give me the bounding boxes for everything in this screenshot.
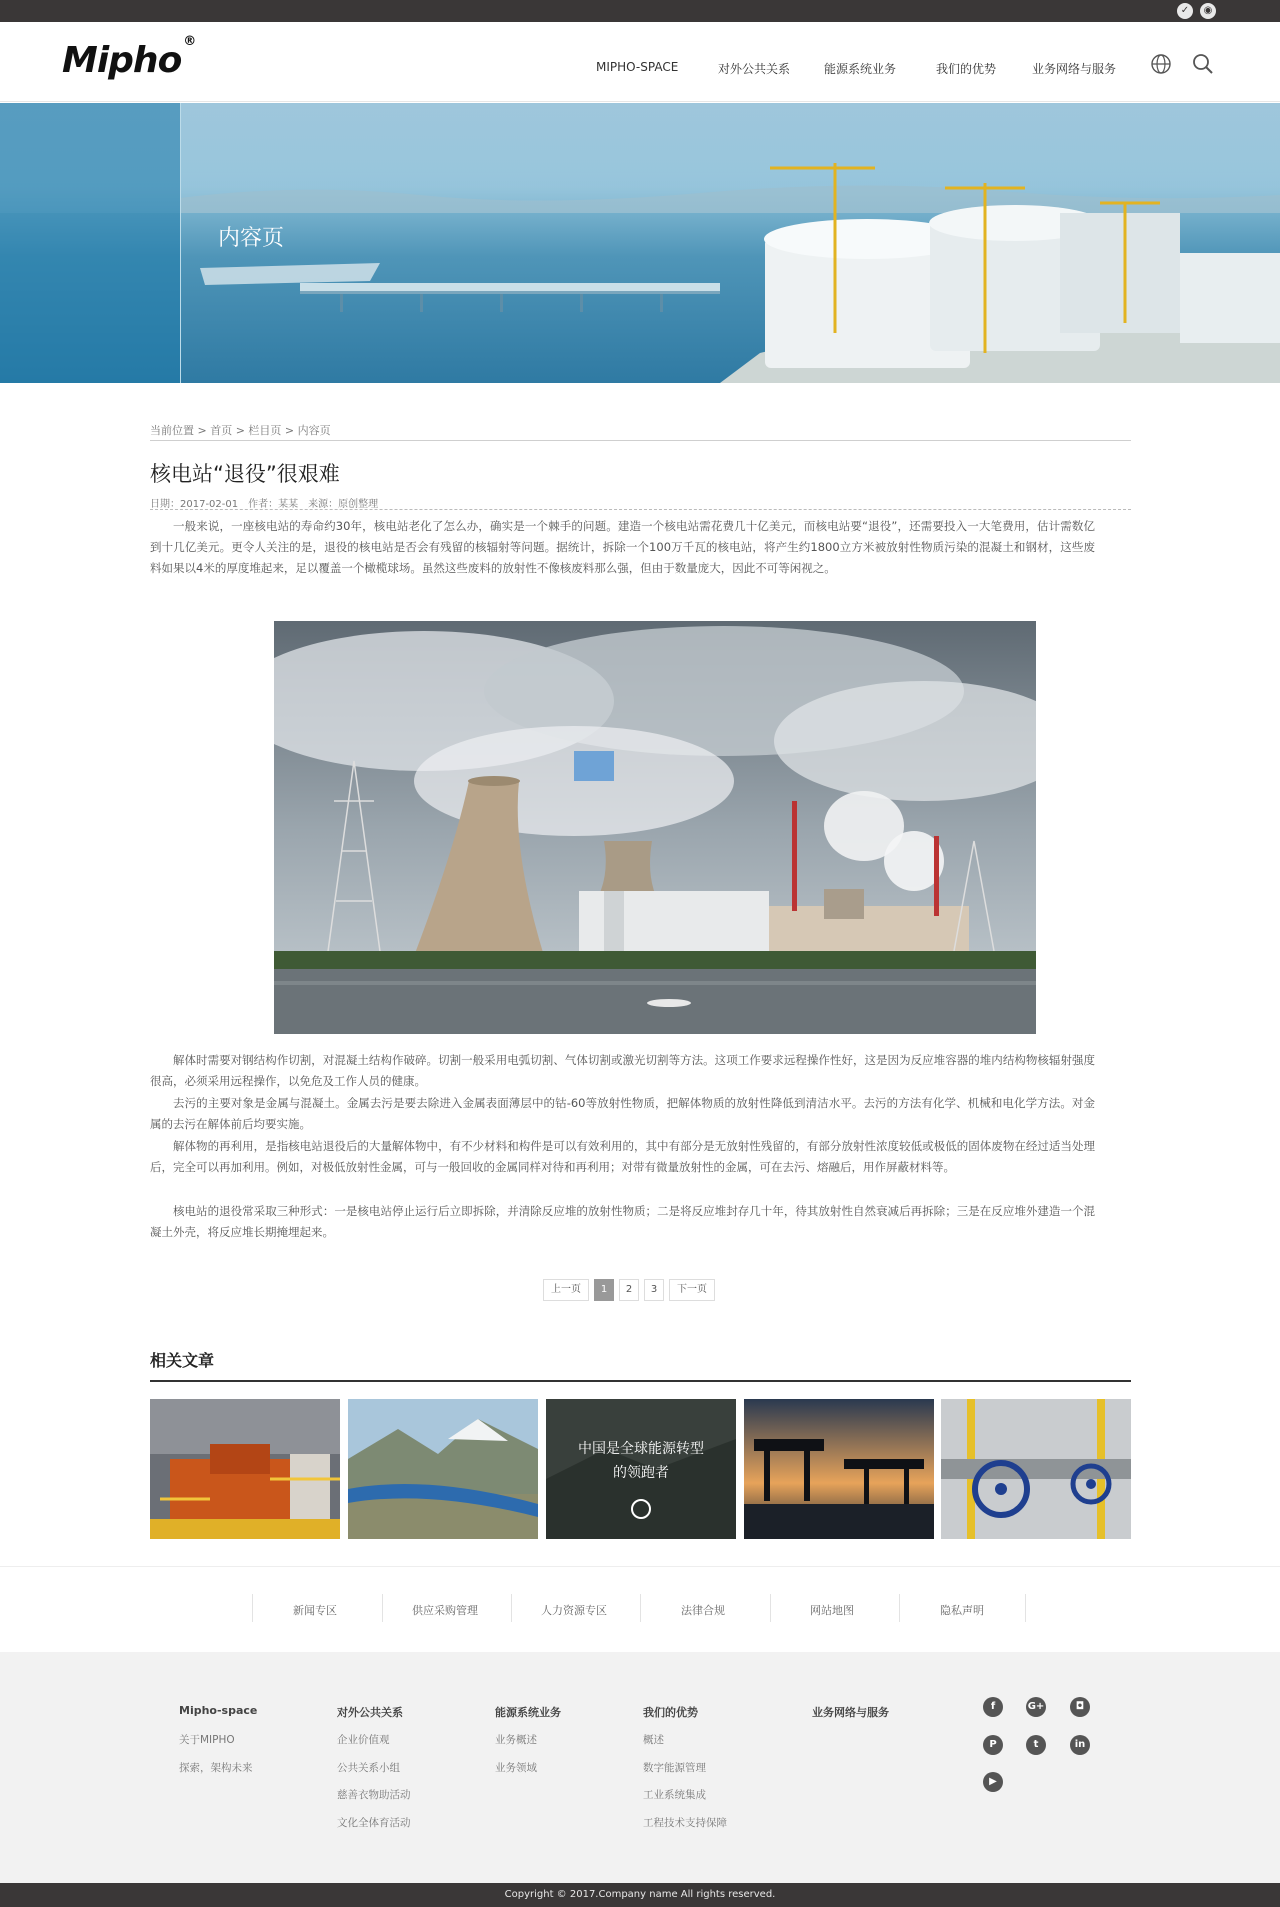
- related-article-thumb[interactable]: [744, 1399, 934, 1539]
- related-article-thumb[interactable]: [941, 1399, 1131, 1539]
- footer-col-link[interactable]: 慈善衣物助活动: [337, 1789, 411, 1801]
- linkedin-icon[interactable]: in: [1070, 1735, 1090, 1755]
- weibo-icon[interactable]: ◉: [1200, 3, 1216, 19]
- footer-col-heading: 业务网络与服务: [812, 1706, 889, 1719]
- twitter-icon[interactable]: t: [1026, 1735, 1046, 1755]
- nav-item-mipho-space[interactable]: MIPHO-SPACE: [596, 60, 679, 74]
- divider: [150, 440, 1131, 441]
- article-title: 核电站“退役”很艰难: [150, 462, 340, 486]
- page-button-1[interactable]: 1: [594, 1279, 614, 1301]
- banner-title: 内容页: [218, 226, 285, 251]
- article-paragraph: 核电站的退役常采取三种形式：一是核电站停止运行后立即拆除，并清除反应堆的放射性物质；二是将反应堆封存几十年，待其放射性自然衰减后再拆除；三是在反应堆外建造一个混凝土外壳，将反应堆长期掩埋起来。: [150, 1204, 1095, 1239]
- facebook-icon[interactable]: f: [983, 1697, 1003, 1717]
- article-paragraph: 解体物的再利用，是指核电站退役后的大量解体物中，有不少材料和构件是可以有效利用的，其中有部分是无放射性残留的，有部分放射性浓度较低或极低的固体废物在经过适当处理后，完全可以再加利用。例如，对极低放射性金属，可与一般回收的金属同样对待和再利用；对带有微量放射性的金属，可在去污、熔融后，用作屏蔽材料等。: [150, 1139, 1095, 1174]
- related-overlay-text: 中国是全球能源转型: [578, 1441, 704, 1457]
- footer-col-heading: 对外公共关系: [337, 1706, 403, 1719]
- footer-col-link[interactable]: 关于MIPHO: [179, 1734, 235, 1746]
- footer-link-privacy[interactable]: 隐私声明: [940, 1604, 984, 1617]
- footer-col-link[interactable]: 公共关系小组: [337, 1762, 400, 1774]
- related-overlay-text: 的领跑者: [613, 1465, 669, 1481]
- footer-link-procurement[interactable]: 供应采购管理: [412, 1604, 478, 1617]
- divider: [150, 1380, 1131, 1382]
- banner-image: [0, 103, 1280, 383]
- google-plus-icon[interactable]: G+: [1026, 1697, 1046, 1717]
- page-button-2[interactable]: 2: [619, 1279, 639, 1301]
- page-button-3[interactable]: 3: [644, 1279, 664, 1301]
- footer-col-heading: 我们的优势: [643, 1706, 698, 1719]
- search-icon[interactable]: [1192, 53, 1214, 75]
- footer-link-legal[interactable]: 法律合规: [681, 1604, 725, 1617]
- footer-col-link[interactable]: 工程技术支持保障: [643, 1817, 727, 1829]
- footer-col-link[interactable]: 工业系统集成: [643, 1789, 706, 1801]
- footer-link-news[interactable]: 新闻专区: [293, 1604, 337, 1617]
- article-paragraph: 去污的主要对象是金属与混凝土。金属去污是要去除进入金属表面薄层中的钴-60等放射性物质，把解体物质的放射性降低到清洁水平。去污的方法有化学、机械和电化学方法。对金属的去污在解体前后均要实施。: [150, 1096, 1095, 1131]
- nav-item-public-relations[interactable]: 对外公共关系: [718, 62, 791, 76]
- globe-icon[interactable]: [1150, 53, 1172, 75]
- article-intro: 一般来说，一座核电站的寿命约30年，核电站老化了怎么办，确实是一个棘手的问题。建造一个核电站需花费几十亿美元，而核电站要“退役”，还需要投入一大笔费用，估计需数亿到十几亿美元。更令人关注的是，退役的核电站是否会有残留的核辐射等问题。据统计，拆除一个100万千瓦的核电站，将产生约1800立方米被放射性物质污染的混凝土和钢材，这些废料如果以4米的厚度堆起来，足以覆盖一个橄榄球场。虽然这些废料的放射性不像核废料那么强，但由于数量庞大，因此不可等闲视之。: [150, 519, 1095, 575]
- instagram-icon[interactable]: ◘: [1070, 1697, 1090, 1717]
- footer-col-heading: Mipho-space: [179, 1704, 258, 1717]
- related-title: 相关文章: [150, 1351, 215, 1370]
- footer-col-link[interactable]: 数字能源管理: [643, 1762, 706, 1774]
- pinterest-icon[interactable]: P: [983, 1735, 1003, 1755]
- footer-col-heading: 能源系统业务: [495, 1706, 561, 1719]
- breadcrumb[interactable]: 当前位置 > 首页 > 栏目页 > 内容页: [150, 424, 331, 437]
- footer-col-link[interactable]: 文化全体育活动: [337, 1817, 411, 1829]
- related-article-thumb[interactable]: [546, 1399, 736, 1539]
- youtube-icon[interactable]: ▶: [983, 1772, 1003, 1792]
- article-meta: 日期：2017-02-01 作者：某某 来源：原创整理: [150, 499, 379, 510]
- site-header: [0, 22, 1280, 102]
- weixin-icon[interactable]: ✓: [1177, 3, 1193, 19]
- footer-col-link[interactable]: 探索，架构未来: [179, 1762, 253, 1774]
- footer-link-hr[interactable]: 人力资源专区: [541, 1604, 607, 1617]
- prev-page-button[interactable]: 上一页: [543, 1279, 589, 1301]
- footer-col-link[interactable]: 业务概述: [495, 1734, 537, 1746]
- related-article-thumb[interactable]: [348, 1399, 538, 1539]
- page-banner: [0, 103, 1280, 383]
- footer-link-sitemap[interactable]: 网站地图: [810, 1604, 854, 1617]
- article-paragraph: 解体时需要对钢结构作切割，对混凝土结构作破碎。切割一般采用电弧切割、气体切割或激光切割等方法。这项工作要求远程操作性好，这是因为反应堆容器的堆内结构物核辐射强度很高，必须采用远程操作，以免危及工作人员的健康。: [150, 1053, 1095, 1088]
- top-bar: [0, 0, 1280, 22]
- divider: [150, 509, 1131, 510]
- logo[interactable]: Mipho ®: [62, 34, 196, 81]
- footer-col-link[interactable]: 业务领域: [495, 1762, 537, 1774]
- nav-item-network-services[interactable]: 业务网络与服务: [1032, 62, 1117, 76]
- related-article-thumb[interactable]: [150, 1399, 340, 1539]
- copyright: Copyright © 2017.Company name All rights reserved.: [0, 1883, 1280, 1907]
- next-page-button[interactable]: 下一页: [669, 1279, 715, 1301]
- article-photo: [274, 621, 1036, 1034]
- footer-col-link[interactable]: 概述: [643, 1734, 664, 1746]
- nav-item-advantages[interactable]: 我们的优势: [936, 62, 997, 76]
- nav-item-energy-business[interactable]: 能源系统业务: [824, 62, 897, 76]
- footer-col-link[interactable]: 企业价值观: [337, 1734, 390, 1746]
